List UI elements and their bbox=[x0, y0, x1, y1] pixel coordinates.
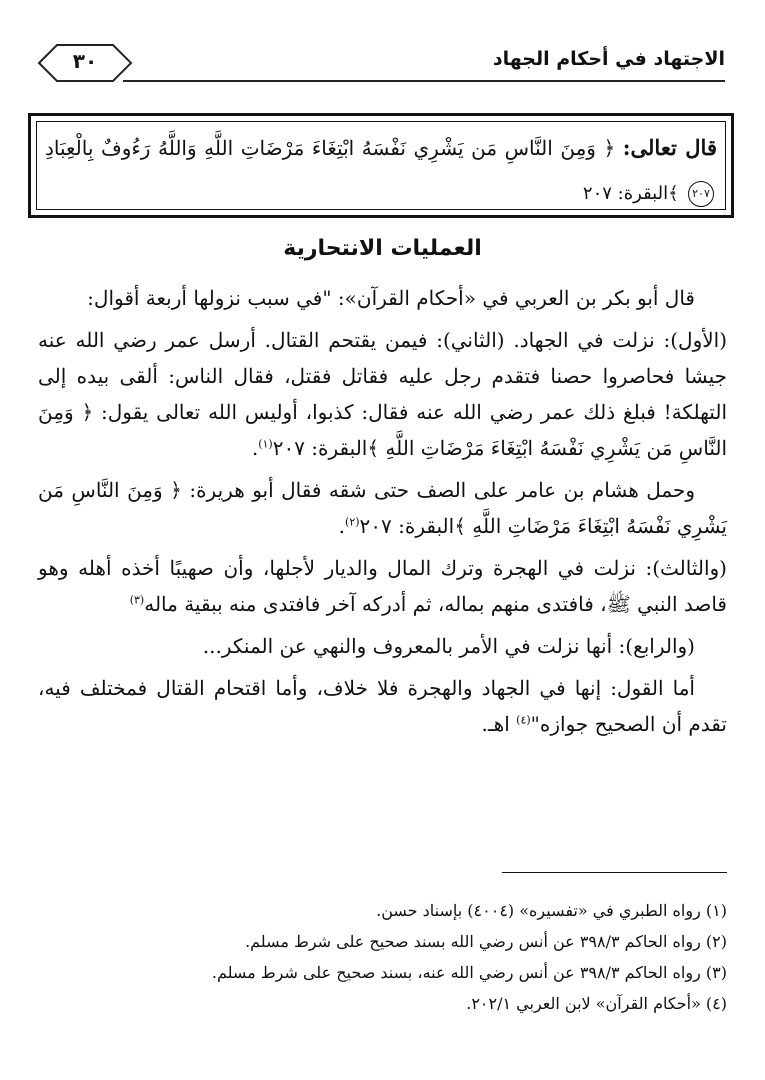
body-text bbox=[38, 280, 727, 742]
footnote-ref-3: (٣) bbox=[129, 593, 145, 607]
paragraph-1: قال أبو بكر بن العربي في «أحكام القرآن»: "في سبب نزولها أربعة أقوال: bbox=[87, 286, 695, 310]
paragraph-2-end: . bbox=[251, 436, 259, 460]
footnote-separator bbox=[502, 872, 727, 873]
verse-quote: ﴿ وَمِنَ النَّاسِ مَن يَشْرِي نَفْسَهُ ابْتِغَاءَ مَرْضَاتِ اللَّهِ وَاللَّهُ رَءُوفٌ بِالْعِبَادِ bbox=[45, 136, 616, 160]
footnote-2: (٢) رواه الحاكم ٣٩٨/٣ عن أنس رضي الله بسند صحيح على شرط مسلم. bbox=[245, 932, 727, 951]
paragraph-6 bbox=[38, 670, 727, 742]
footnote-ref-4: (٤) bbox=[516, 713, 531, 727]
paragraph-6-end: اهـ. bbox=[481, 712, 517, 736]
verse-lead: قال تعالى: bbox=[622, 135, 717, 160]
footnote-ref-1: (١) bbox=[258, 437, 273, 451]
paragraph-3 bbox=[38, 472, 727, 544]
section-heading: العمليات الانتحارية bbox=[283, 236, 482, 261]
footnote-1: (١) رواه الطبري في «تفسيره» (٤٠٠٤) بإسناد حسن. bbox=[376, 901, 727, 920]
paragraph-3-text: وحمل هشام بن عامر على الصف حتى شقه فقال أبو هريرة: ﴿ وَمِنَ النَّاسِ مَن يَشْرِي نَفْسَهُ ابْتِغَاءَ مَرْضَاتِ اللَّهِ ﴾البقرة: ٢٠٧ bbox=[38, 478, 727, 538]
paragraph-5: (والرابع): أنها نزلت في الأمر بالمعروف والنهي عن المنكر... bbox=[202, 634, 695, 658]
ayah-number-mark: ٢٠٧ bbox=[688, 181, 714, 207]
footnotes bbox=[38, 895, 727, 1019]
running-header bbox=[35, 40, 725, 86]
paragraph-6-text: أما القول: إنها في الجهاد والهجرة فلا خلاف، وأما اقتحام القتال فمختلف فيه، تقدم أن الصحيح جوازه" bbox=[38, 676, 727, 736]
verse-text bbox=[45, 126, 717, 216]
header-rule bbox=[123, 80, 725, 82]
paragraph-2-text: (الأول): نزلت في الجهاد. (الثاني): فيمن يقتحم القتال. أرسل عمر رضي الله عنه جيشا فحاصروا حصنا فتقدم رجل عليه فقاتل فقتل، فقال الناس: ألقى بيده إلى التهلكة! فبلغ ذلك عمر رضي الله عنه فقال: كذبوا، أوليس الله تعالى يقول: ﴿ وَمِنَ النَّاسِ مَن يَشْرِي نَفْسَهُ ابْتِغَاءَ مَرْضَاتِ اللَّهِ ﴾البقرة: ٢٠٧ bbox=[38, 328, 727, 460]
verse-reference: ﴾البقرة: ٢٠٧ bbox=[582, 183, 679, 204]
paragraph-2 bbox=[38, 322, 727, 466]
paragraph-3-end: . bbox=[338, 514, 346, 538]
paragraph-4-text: (والثالث): نزلت في الهجرة وترك المال والديار لأجلها، وأن صهيبًا أخذه أهله وهو قاصد النبي ﷺ، فافتدى منهم بماله، ثم أدركه آخر فافتدى منه ببقية ماله bbox=[38, 556, 727, 616]
header-title: الاجتهاد في أحكام الجهاد bbox=[492, 48, 725, 70]
verse-box bbox=[28, 113, 734, 218]
footnote-4: (٤) «أحكام القرآن» لابن العربي ٢٠٢/١. bbox=[466, 994, 727, 1013]
footnote-ref-2: (٢) bbox=[345, 515, 360, 529]
paragraph-4 bbox=[38, 550, 727, 622]
page-number-badge bbox=[35, 40, 135, 86]
page-number: ٣٠ bbox=[72, 49, 98, 73]
footnote-3: (٣) رواه الحاكم ٣٩٨/٣ عن أنس رضي الله عنه، بسند صحيح على شرط مسلم. bbox=[211, 963, 727, 982]
